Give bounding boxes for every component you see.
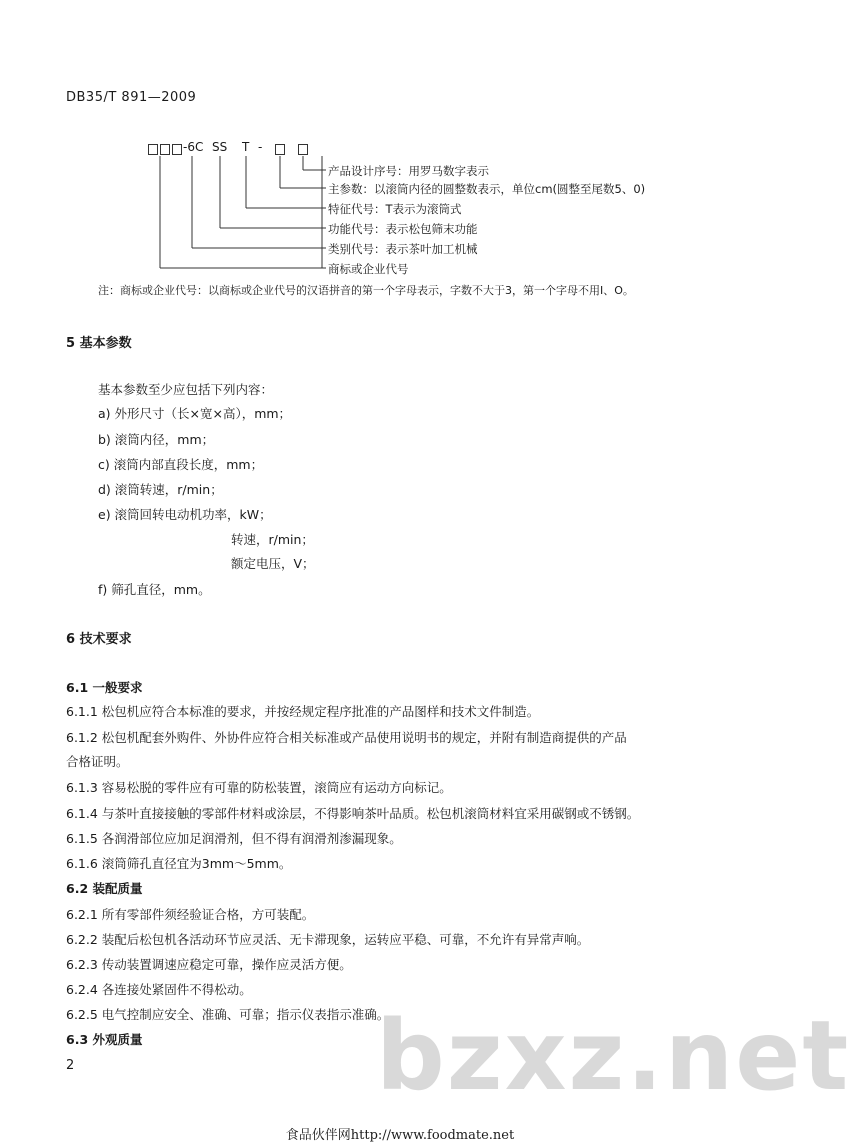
- watermark: bzxz.net: [376, 1000, 850, 1112]
- code-note: 注：商标或企业代号：以商标或企业代号的汉语拼音的第一个字母表示，字数不大于3，第一个字母不用I、O。: [98, 284, 634, 297]
- param-item: a) 外形尺寸（长×宽×高），mm；: [98, 406, 292, 421]
- param-item: e) 滚筒回转电动机功率，kW；: [98, 507, 272, 522]
- footer-source: 食品伙伴网http://www.foodmate.net: [285, 1128, 515, 1143]
- page-number: 2: [66, 1058, 75, 1073]
- code-label: 产品设计序号：用罗马数字表示: [328, 164, 489, 178]
- clause: 6.2.4 各连接处紧固件不得松动。: [66, 982, 252, 997]
- clause: 6.1.3 容易松脱的零件应有可靠的防松装置，滚筒应有运动方向标记。: [66, 780, 452, 795]
- param-item: b) 滚筒内径，mm；: [98, 432, 215, 447]
- subsection-title: 6.1 一般要求: [66, 680, 143, 695]
- code-part: -: [258, 140, 263, 154]
- clause: 6.1.4 与茶叶直接接触的零部件材料或涂层，不得影响茶叶品质。松包机滚筒材料宜采用碳钢或不锈钢。: [66, 806, 640, 821]
- clause: 6.1.1 松包机应符合本标准的要求，并按经规定程序批准的产品图样和技术文件制造。: [66, 704, 540, 719]
- subsection-title: 6.2 装配质量: [66, 881, 143, 896]
- section-6-title: 6 技术要求: [66, 632, 132, 647]
- section-5-title: 5 基本参数: [66, 336, 132, 351]
- param-item: f) 筛孔直径，mm。: [98, 582, 211, 597]
- clause: 合格证明。: [66, 754, 129, 769]
- param-subitem: 额定电压，V；: [231, 556, 315, 571]
- code-part: -6C: [183, 140, 204, 154]
- clause: 6.2.1 所有零部件须经验证合格，方可装配。: [66, 907, 315, 922]
- code-label: 功能代号：表示松包筛末功能: [328, 222, 478, 236]
- clause: 6.1.5 各润滑部位应加足润滑剂，但不得有润滑剂渗漏现象。: [66, 831, 402, 846]
- param-item: d) 滚筒转速，r/min；: [98, 482, 223, 497]
- clause: 6.2.5 电气控制应安全、准确、可靠；指示仪表指示准确。: [66, 1007, 390, 1022]
- code-label: 主参数：以滚筒内径的圆整数表示，单位cm(圆整至尾数5、0): [328, 182, 646, 196]
- param-subitem: 转速，r/min；: [231, 532, 314, 547]
- code-part: T: [242, 140, 250, 154]
- code-label: 类别代号：表示茶叶加工机械: [328, 242, 478, 256]
- param-item: c) 滚筒内部直段长度，mm；: [98, 457, 264, 472]
- standard-number: DB35/T 891—2009: [66, 90, 197, 105]
- code-part: SS: [212, 140, 228, 154]
- clause: 6.2.2 装配后松包机各活动环节应灵活、无卡滞现象，运转应平稳、可靠，不允许有异常声响。: [66, 932, 590, 947]
- clause: 6.1.2 松包机配套外购件、外协件应符合相关标准或产品使用说明书的规定，并附有制造商提供的产品: [66, 730, 627, 745]
- clause: 6.1.6 滚筒筛孔直径宜为3mm～5mm。: [66, 856, 292, 871]
- section-5-intro: 基本参数至少应包括下列内容：: [98, 382, 274, 397]
- clause: 6.2.3 传动装置调速应稳定可靠，操作应灵活方便。: [66, 957, 352, 972]
- code-label: 特征代号：T表示为滚筒式: [328, 202, 462, 216]
- subsection-title: 6.3 外观质量: [66, 1032, 143, 1047]
- code-label: 商标或企业代号: [328, 262, 409, 276]
